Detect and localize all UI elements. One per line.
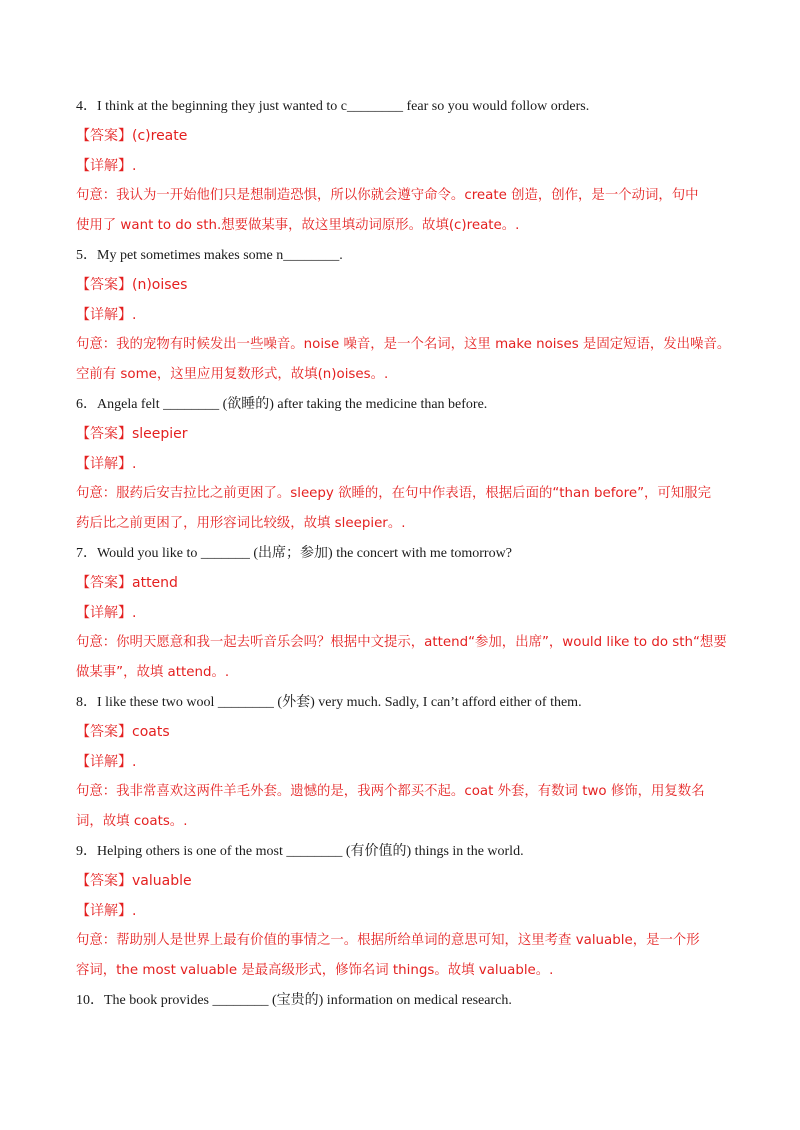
question-4: 4．I think at the beginning they just wanted to c________ fear so you would follow orders. — [76, 99, 590, 114]
detail-label-4: 【详解】. — [76, 158, 137, 174]
explanation-5-line-2: 空前有 some，这里应用复数形式，故填(n)oises。. — [76, 367, 389, 382]
explanation-8-line-2: 词，故填 coats。. — [76, 814, 188, 829]
explanation-4-line-1: 句意：我认为一开始他们只是想制造恐惧，所以你就会遵守命令。create 创造，创作，是一个动词，句中 — [76, 188, 699, 203]
answer-6: 【答案】sleepier — [76, 426, 188, 442]
detail-label-9: 【详解】. — [76, 903, 137, 919]
explanation-9-line-1: 句意：帮助别人是世界上最有价值的事情之一。根据所给单词的意思可知，这里考查 valuable，是一个形 — [76, 933, 700, 948]
question-8: 8．I like these two wool ________ (外套) very much. Sadly, I can’t afford either of them. — [76, 695, 582, 710]
answer-8: 【答案】coats — [76, 724, 170, 740]
question-6: 6．Angela felt ________ (欲睡的) after taking the medicine than before. — [76, 397, 488, 412]
explanation-8-line-1: 句意：我非常喜欢这两件羊毛外套。遗憾的是，我两个都买不起。coat 外套，有数词 two 修饰，用复数名 — [76, 784, 705, 799]
explanation-7-line-1: 句意：你明天愿意和我一起去听音乐会吗？根据中文提示，attend“参加，出席”，would like to do sth“想要 — [76, 635, 727, 650]
detail-label-7: 【详解】. — [76, 605, 137, 621]
explanation-6-line-2: 药后比之前更困了，用形容词比较级，故填 sleepier。. — [76, 516, 406, 531]
answer-5: 【答案】(n)oises — [76, 277, 188, 293]
explanation-5-line-1: 句意：我的宠物有时候发出一些噪音。noise 噪音，是一个名词，这里 make noises 是固定短语，发出噪音。 — [76, 337, 731, 352]
detail-label-5: 【详解】. — [76, 307, 137, 323]
explanation-7-line-2: 做某事”，故填 attend。. — [76, 665, 230, 680]
detail-label-8: 【详解】. — [76, 754, 137, 770]
answer-7: 【答案】attend — [76, 575, 178, 591]
answer-9: 【答案】valuable — [76, 873, 192, 889]
question-7: 7．Would you like to _______ (出席；参加) the concert with me tomorrow? — [76, 546, 512, 561]
question-9: 9．Helping others is one of the most ________ (有价值的) things in the world. — [76, 844, 524, 859]
question-5: 5．My pet sometimes makes some n________. — [76, 248, 343, 263]
question-10: 10．The book provides ________ (宝贵的) information on medical research. — [76, 993, 512, 1008]
explanation-9-line-2: 容词，the most valuable 是最高级形式，修饰名词 things。故填 valuable。. — [76, 963, 554, 978]
explanation-4-line-2: 使用了 want to do sth.想要做某事，故这里填动词原形。故填(c)reate。. — [76, 218, 520, 233]
answer-4: 【答案】(c)reate — [76, 128, 188, 144]
detail-label-6: 【详解】. — [76, 456, 137, 472]
explanation-6-line-1: 句意：服药后安吉拉比之前更困了。sleepy 欲睡的，在句中作表语，根据后面的“than before”，可知服完 — [76, 486, 711, 501]
